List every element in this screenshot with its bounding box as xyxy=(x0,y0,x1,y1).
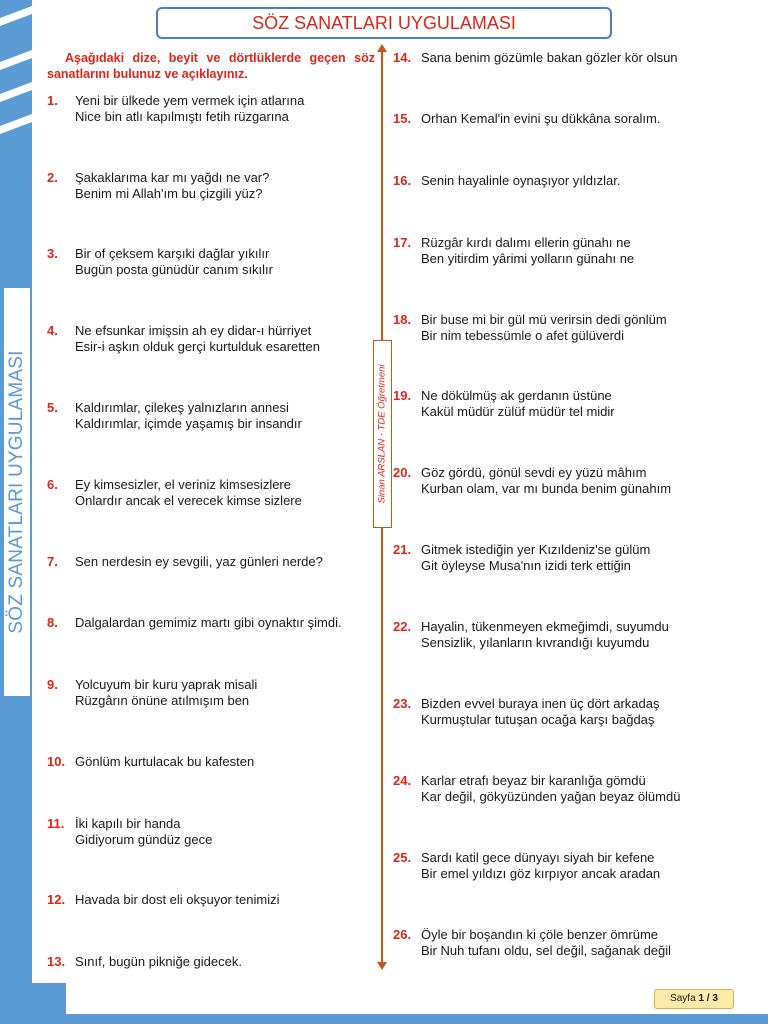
bottom-band xyxy=(0,1014,768,1024)
item-line: Gidiyorum gündüz gece xyxy=(75,832,213,847)
item-line: Kurmuştular tutuşan ocağa karşı bağdaş xyxy=(421,712,655,727)
item-number: 10. xyxy=(47,754,66,769)
item-line: Dalgalardan gemimiz martı gibi oynaktır şimdi. xyxy=(75,615,342,630)
item-line: Sen nerdesin ey sevgili, yaz günleri nerde? xyxy=(75,554,323,569)
bottom-notch xyxy=(32,983,66,1014)
item-number: 26. xyxy=(393,927,412,942)
item-text xyxy=(421,850,660,882)
page-indicator xyxy=(654,989,734,1009)
item-line: İki kapılı bir handa xyxy=(75,816,181,831)
item-number: 22. xyxy=(393,619,412,634)
item-line: Git öyleyse Musa'nın izidi terk ettiğin xyxy=(421,558,631,573)
item-line: Yolcuyum bir kuru yaprak misali xyxy=(75,677,258,692)
item-line: Kakül müdür zülüf müdür tel midir xyxy=(421,404,615,419)
item-text xyxy=(421,696,659,728)
item-number: 1. xyxy=(47,93,58,108)
page-title: SÖZ SANATLARI UYGULAMASI xyxy=(156,7,612,39)
arrow-down-icon xyxy=(377,962,387,970)
item-line: Bir emel yıldızı göz kırpıyor ancak aradan xyxy=(421,866,661,881)
item-line: Kar değil, gökyüzünden yağan beyaz ölümdü xyxy=(421,789,681,804)
item-text xyxy=(75,677,257,709)
item-line: Sensizlik, yılanların kıvrandığı kuyumdu xyxy=(421,635,650,650)
instruction: Aşağıdaki dize, beyit ve dörtlüklerde geçen söz sanatlarını bulunuz ve açıklayınız. xyxy=(47,51,375,81)
item-text xyxy=(75,892,279,908)
item-text xyxy=(421,312,667,344)
item-text xyxy=(421,542,650,574)
item-line: Sana benim gözümle bakan gözler kör olsun xyxy=(421,50,678,65)
item-number: 14. xyxy=(393,50,412,65)
item-line: Göz gördü, gönül sevdi ey yüzü mâhım xyxy=(421,465,647,480)
item-number: 4. xyxy=(47,323,58,338)
item-text xyxy=(75,246,273,278)
item-number: 20. xyxy=(393,465,412,480)
item-number: 13. xyxy=(47,954,66,969)
item-number: 11. xyxy=(47,816,65,831)
item-line: Bir buse mi bir gül mü verirsin dedi gönlüm xyxy=(421,312,667,327)
item-line: Senin hayalinle oynaşıyor yıldızlar. xyxy=(421,173,621,188)
item-text xyxy=(421,50,678,66)
item-text xyxy=(75,323,320,355)
item-line: Orhan Kemal'in evini şu dükkâna soralım. xyxy=(421,111,661,126)
item-text xyxy=(75,400,302,432)
item-number: 3. xyxy=(47,246,58,261)
item-text xyxy=(75,170,269,202)
item-line: Onlardır ancak el verecek kimse sizlere xyxy=(75,493,302,508)
item-number: 24. xyxy=(393,773,412,788)
item-number: 15. xyxy=(393,111,412,126)
item-line: Bugün posta günüdür canım sıkılır xyxy=(75,262,274,277)
item-line: Havada bir dost eli okşuyor tenimizi xyxy=(75,892,280,907)
item-text xyxy=(75,954,242,970)
item-line: Gönlüm kurtulacak bu kafesten xyxy=(75,754,255,769)
item-text xyxy=(421,111,660,127)
item-line: Sınıf, bugün pikniğe gidecek. xyxy=(75,954,242,969)
item-number: 5. xyxy=(47,400,58,415)
item-line: Sardı katil gece dünyayı siyah bir kefene xyxy=(421,850,655,865)
item-line: Bir Nuh tufanı oldu, sel değil, sağanak değil xyxy=(421,943,672,958)
item-line: Benim mi Allah'ım bu çizgili yüz? xyxy=(75,186,263,201)
item-line: Nice bin atlı kapılmıştı fetih rüzgarına xyxy=(75,109,289,124)
item-line: Ey kimsesizler, el veriniz kimsesizlere xyxy=(75,477,291,492)
item-text xyxy=(75,615,342,631)
item-line: Karlar etrafı beyaz bir karanlığa gömdü xyxy=(421,773,646,788)
side-title: SÖZ SANATLARI UYGULAMASI xyxy=(6,350,27,634)
author-label: Sinan ARSLAN - TDE Öğretmeni xyxy=(376,364,388,504)
item-number: 23. xyxy=(393,696,412,711)
item-text xyxy=(421,388,615,420)
item-number: 19. xyxy=(393,388,412,403)
item-number: 25. xyxy=(393,850,412,865)
item-text xyxy=(75,477,302,509)
item-line: Esir-i aşkın olduk gerçi kurtulduk esaretten xyxy=(75,339,320,354)
item-line: Ne efsunkar imişsin ah ey didar-ı hürriyet xyxy=(75,323,312,338)
item-line: Hayalin, tükenmeyen ekmeğimdi, suyumdu xyxy=(421,619,669,634)
item-line: Bir nim tebessümle o afet gülüverdi xyxy=(421,328,625,343)
item-number: 8. xyxy=(47,615,58,630)
item-line: Bir of çeksem karşıki dağlar yıkılır xyxy=(75,246,270,261)
item-number: 16. xyxy=(393,173,412,188)
item-line: Kurban olam, var mı bunda benim günahım xyxy=(421,481,672,496)
item-number: 2. xyxy=(47,170,58,185)
item-number: 9. xyxy=(47,677,58,692)
item-text xyxy=(421,235,634,267)
item-line: Kaldırımlar, içimde yaşamış bir insandır xyxy=(75,416,302,431)
item-text xyxy=(421,465,671,497)
item-line: Ben yitirdim yârimi yolların günahı ne xyxy=(421,251,635,266)
item-number: 12. xyxy=(47,892,66,907)
item-line: Kaldırımlar, çilekeş yalnızların annesi xyxy=(75,400,289,415)
item-line: Öyle bir boşandın ki çöle benzer ömrüme xyxy=(421,927,659,942)
item-line: Yeni bir ülkede yem vermek için atlarına xyxy=(75,93,305,108)
item-line: Bizden evvel buraya inen üç dört arkadaş xyxy=(421,696,660,711)
item-number: 7. xyxy=(47,554,58,569)
page-number: 1 / 3 xyxy=(698,993,718,1004)
item-number: 17. xyxy=(393,235,412,250)
item-line: Rüzgâr kırdı dalımı ellerin günahı ne xyxy=(421,235,631,250)
item-text xyxy=(421,619,669,651)
item-text xyxy=(421,773,680,805)
arrow-up-icon xyxy=(377,44,387,52)
item-number: 6. xyxy=(47,477,58,492)
item-text xyxy=(75,754,254,770)
item-line: Ne dökülmüş ak gerdanın üstüne xyxy=(421,388,612,403)
item-text xyxy=(421,173,620,189)
item-number: 21. xyxy=(393,542,412,557)
item-line: Gitmek istediğin yer Kızıldeniz'se gülüm xyxy=(421,542,651,557)
item-text xyxy=(75,816,212,848)
item-number: 18. xyxy=(393,312,412,327)
item-text xyxy=(75,93,304,125)
item-line: Şakaklarıma kar mı yağdı ne var? xyxy=(75,170,270,185)
item-text xyxy=(421,927,671,959)
item-text xyxy=(75,554,323,570)
page-label: Sayfa xyxy=(670,993,696,1004)
item-line: Rüzgârın önüne atılmışım ben xyxy=(75,693,250,708)
